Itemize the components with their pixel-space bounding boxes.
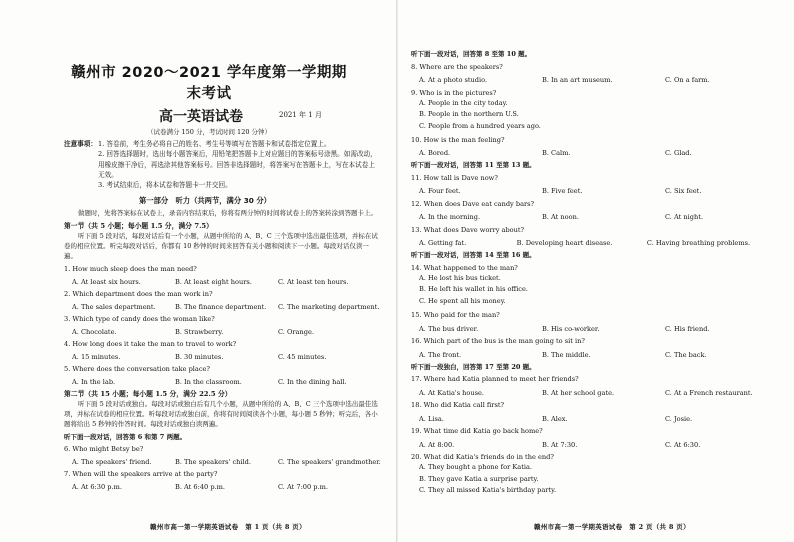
option-a: A. At least six hours. [72,277,141,286]
option-a: A. Chocolate. [72,327,117,336]
option-a: A. At 8:00. [419,440,455,449]
option-row [64,352,381,362]
section-1-title: 第一节（共 5 小题；每小题 1.5 分，满分 7.5） [64,221,213,230]
question: 9. Who is in the pictures? [411,88,497,97]
option-a: A. At a photo studio. [419,76,488,84]
option-c: C. At least ten hours. [278,277,349,286]
option-row [411,324,788,334]
option-b: B. His co-worker. [542,324,600,333]
option-b: B. At her school gate. [542,388,615,397]
option-row [64,277,381,287]
question: 3. Which type of candy does the woman like? [64,314,215,323]
option-b: B. At 6:40 p.m. [175,482,225,491]
option-c: C. The back. [665,350,707,359]
option-a: A. 15 minutes. [72,352,121,361]
option-row [411,350,788,360]
option-a: A. In the morning. [419,213,481,222]
option-row [64,457,381,467]
exam-title: 赣州市 2020～2021 学年度第一学期期末考试 [71,65,347,102]
option-b: B. 30 minutes. [175,352,224,361]
note-item: 3. 考试结束后，将本试卷和答题卡一并交回。 [98,181,232,190]
page-2-footer: 赣州市高一第一学期英语试卷 第 2 页（共 8 页） [534,523,690,531]
exam-subtitle: 高一英语试卷 [159,109,243,125]
note-item: 2. 回答选择题时，选出每小题答案后，用铅笔把答题卡上对应题目的答案标号涂黑。如需改动，用橡皮擦干净后，再选涂其他答案标号。回答非选择题时，将答案写在答题卡上，写在本试卷上无效。 [98,150,377,179]
exam-page-2 [397,0,794,542]
option-c: C. On a farm. [665,76,710,84]
option-row [411,75,788,85]
question: 17. Where had Katia planned to meet her friends? [411,375,579,384]
option-c: C. Josie. [665,414,693,423]
option-a: A. Four feet. [419,187,461,196]
option-c: C. Orange. [278,327,314,336]
option-row [64,302,381,312]
option-row [411,388,788,398]
option-row [411,414,788,424]
instruction-8-10: 听下面一段对话，回答第 8 至第 10 题。 [411,50,532,58]
option-b: B. In the classroom. [175,377,242,386]
option-c: C. Glad. [665,149,692,158]
question: 20. What did Katia's friends do in the end? [411,453,554,462]
instruction-11-13: 听下面一段对话，回答第 11 至第 13 题。 [411,161,536,170]
option-a: A. In the lab. [72,377,116,386]
option-c: C. At 6:30. [665,440,701,449]
question: 16. Which part of the bus is the man going to sit in? [411,337,585,346]
option-a: A. At Katia's house. [419,388,485,397]
question: 18. Who did Katia call first? [411,401,505,410]
option-row [411,212,788,222]
option-c: C. He spent all his money. [419,296,506,305]
part-1-intro: 做题时，先将答案标在试卷上，录音内容结束后，你将有两分钟的时间将试卷上的答案转涂到答题卡上。 [78,209,377,218]
option-b: B. Alex. [542,414,568,423]
option-b: B. At least eight hours. [175,277,252,286]
option-b: B. The speakers' child. [175,457,251,466]
question: 15. Who paid for the man? [411,311,500,320]
option-b: B. He left his wallet in his office. [419,285,528,294]
question: 2. Which department does the man work in? [64,289,213,298]
option-c: C. At 7:00 p.m. [278,482,328,491]
instruction-14-16: 听下面一段对话，回答第 14 至第 16 题。 [411,251,536,260]
option-a: A. The front. [419,350,462,359]
option-c: C. The speakers' grandmother. [278,457,381,466]
option-c: C. At night. [665,213,703,222]
option-a: A. People in the city today. [419,98,508,107]
option-a: A. Bored. [419,149,451,158]
option-a: A. The bus driver. [419,324,479,333]
question: 7. When will the speakers arrive at the party? [64,469,218,478]
part-1-title: 第一部分 听力（共两节，满分 30 分） [139,196,271,206]
option-b: B. Five feet. [542,187,583,196]
option-c: C. His friend. [665,324,710,333]
option-b: B. They gave Katia a surprise party. [419,474,539,483]
questions-1-5 [64,265,381,387]
option-a: A. Getting fat. [419,239,467,248]
section-2-intro: 听下面 5 段对话或独白。每段对话或独白后有几个小题，从题中所给的 A、B、C 三个选项中选出最佳选项，并标在试卷的相应位置。听每段对话或独白前，你将有时间阅读各个小题，每小题 5 秒钟；听完后，各小题将给出 5 秒钟的作答时间。每段对话或独白读两遍。 [64,399,378,429]
question: 12. When does Dave eat candy bars? [411,199,535,208]
option-c: C. At a French restaurant. [665,388,753,397]
option-b: B. Developing heart disease. [516,239,613,248]
option-row [411,186,788,196]
notes-label: 注意事项： [64,140,97,148]
exam-date: 2021 年 1 月 [279,111,322,119]
question: 6. Who might Betsy be? [64,444,144,453]
option-c: C. They all missed Katia's birthday party. [419,486,557,495]
option-row [64,327,381,337]
option-b: B. At 7:30. [542,440,578,449]
question: 1. How much sleep does the man need? [64,264,197,273]
option-c: C. In the dining hall. [278,377,347,386]
questions-6-7 [64,445,381,492]
option-row [411,148,788,158]
option-a: A. They bought a phone for Katia. [419,463,532,472]
notes-block [64,139,381,190]
instruction-17-20: 听下面一段独白，回答第 17 至第 20 题。 [411,362,536,371]
page-1-footer: 赣州市高一第一学期英语试卷 第 1 页（共 8 页） [150,523,306,531]
option-a: A. At 6:30 p.m. [72,482,122,491]
option-b: B. At noon. [542,213,579,222]
option-c: C. Six feet. [665,187,702,196]
instruction-6-7: 听下面一段对话，回答第 6 和第 7 两题。 [64,432,187,441]
option-a: A. The speakers' friend. [72,457,152,466]
option-c: C. People from a hundred years ago. [419,121,541,130]
score-note: （试卷满分 150 分，考试时间 120 分钟） [146,128,272,136]
option-a: A. Lisa. [419,414,444,423]
option-a: A. He lost his bus ticket. [419,273,501,282]
question: 11. How tall is Dave now? [411,173,498,182]
question: 5. Where does the conversation take place? [64,364,210,373]
option-b: B. Strawberry. [175,327,224,336]
option-b: B. In an art museum. [542,76,613,84]
option-b: B. The middle. [542,350,591,359]
option-c: C. 45 minutes. [278,352,327,361]
note-item: 1. 答卷前，考生务必将自己的姓名、考生号等填写在答题卡和试卷指定位置上。 [98,140,331,148]
option-row [411,238,788,248]
option-c: C. Having breathing problems. [646,239,751,248]
option-c: C. The marketing department. [278,302,380,311]
question: 4. How long does it take the man to travel to work? [64,339,237,348]
section-1-intro: 听下面 5 段对话，每段对话后有一个小题，从题中所给的 A、B、C 三个选项中选出最佳选项，并标在试卷的相应位置。听完每段对话后，你都有 10 秒钟的时间来回答有关小题和阅读下一小题。每段对话仅读一遍。 [64,231,378,261]
option-row [411,440,788,450]
title-row [64,103,354,125]
question: 14. What happened to the man? [411,263,518,272]
option-b: B. The finance department. [175,302,267,311]
option-a: A. The sales department. [72,302,156,311]
section-2-title: 第二节（共 15 小题；每小题 1.5 分，满分 22.5 分） [64,389,232,398]
question: 8. Where are the speakers? [411,62,503,71]
option-row [64,377,381,387]
option-b: B. Calm. [542,149,571,158]
option-row [64,482,381,492]
option-b: B. People in the northern U.S. [419,110,519,119]
question: 13. What does Dave worry about? [411,225,525,234]
question: 19. What time did Katia go back home? [411,427,543,436]
question: 10. How is the man feeling? [411,135,505,144]
